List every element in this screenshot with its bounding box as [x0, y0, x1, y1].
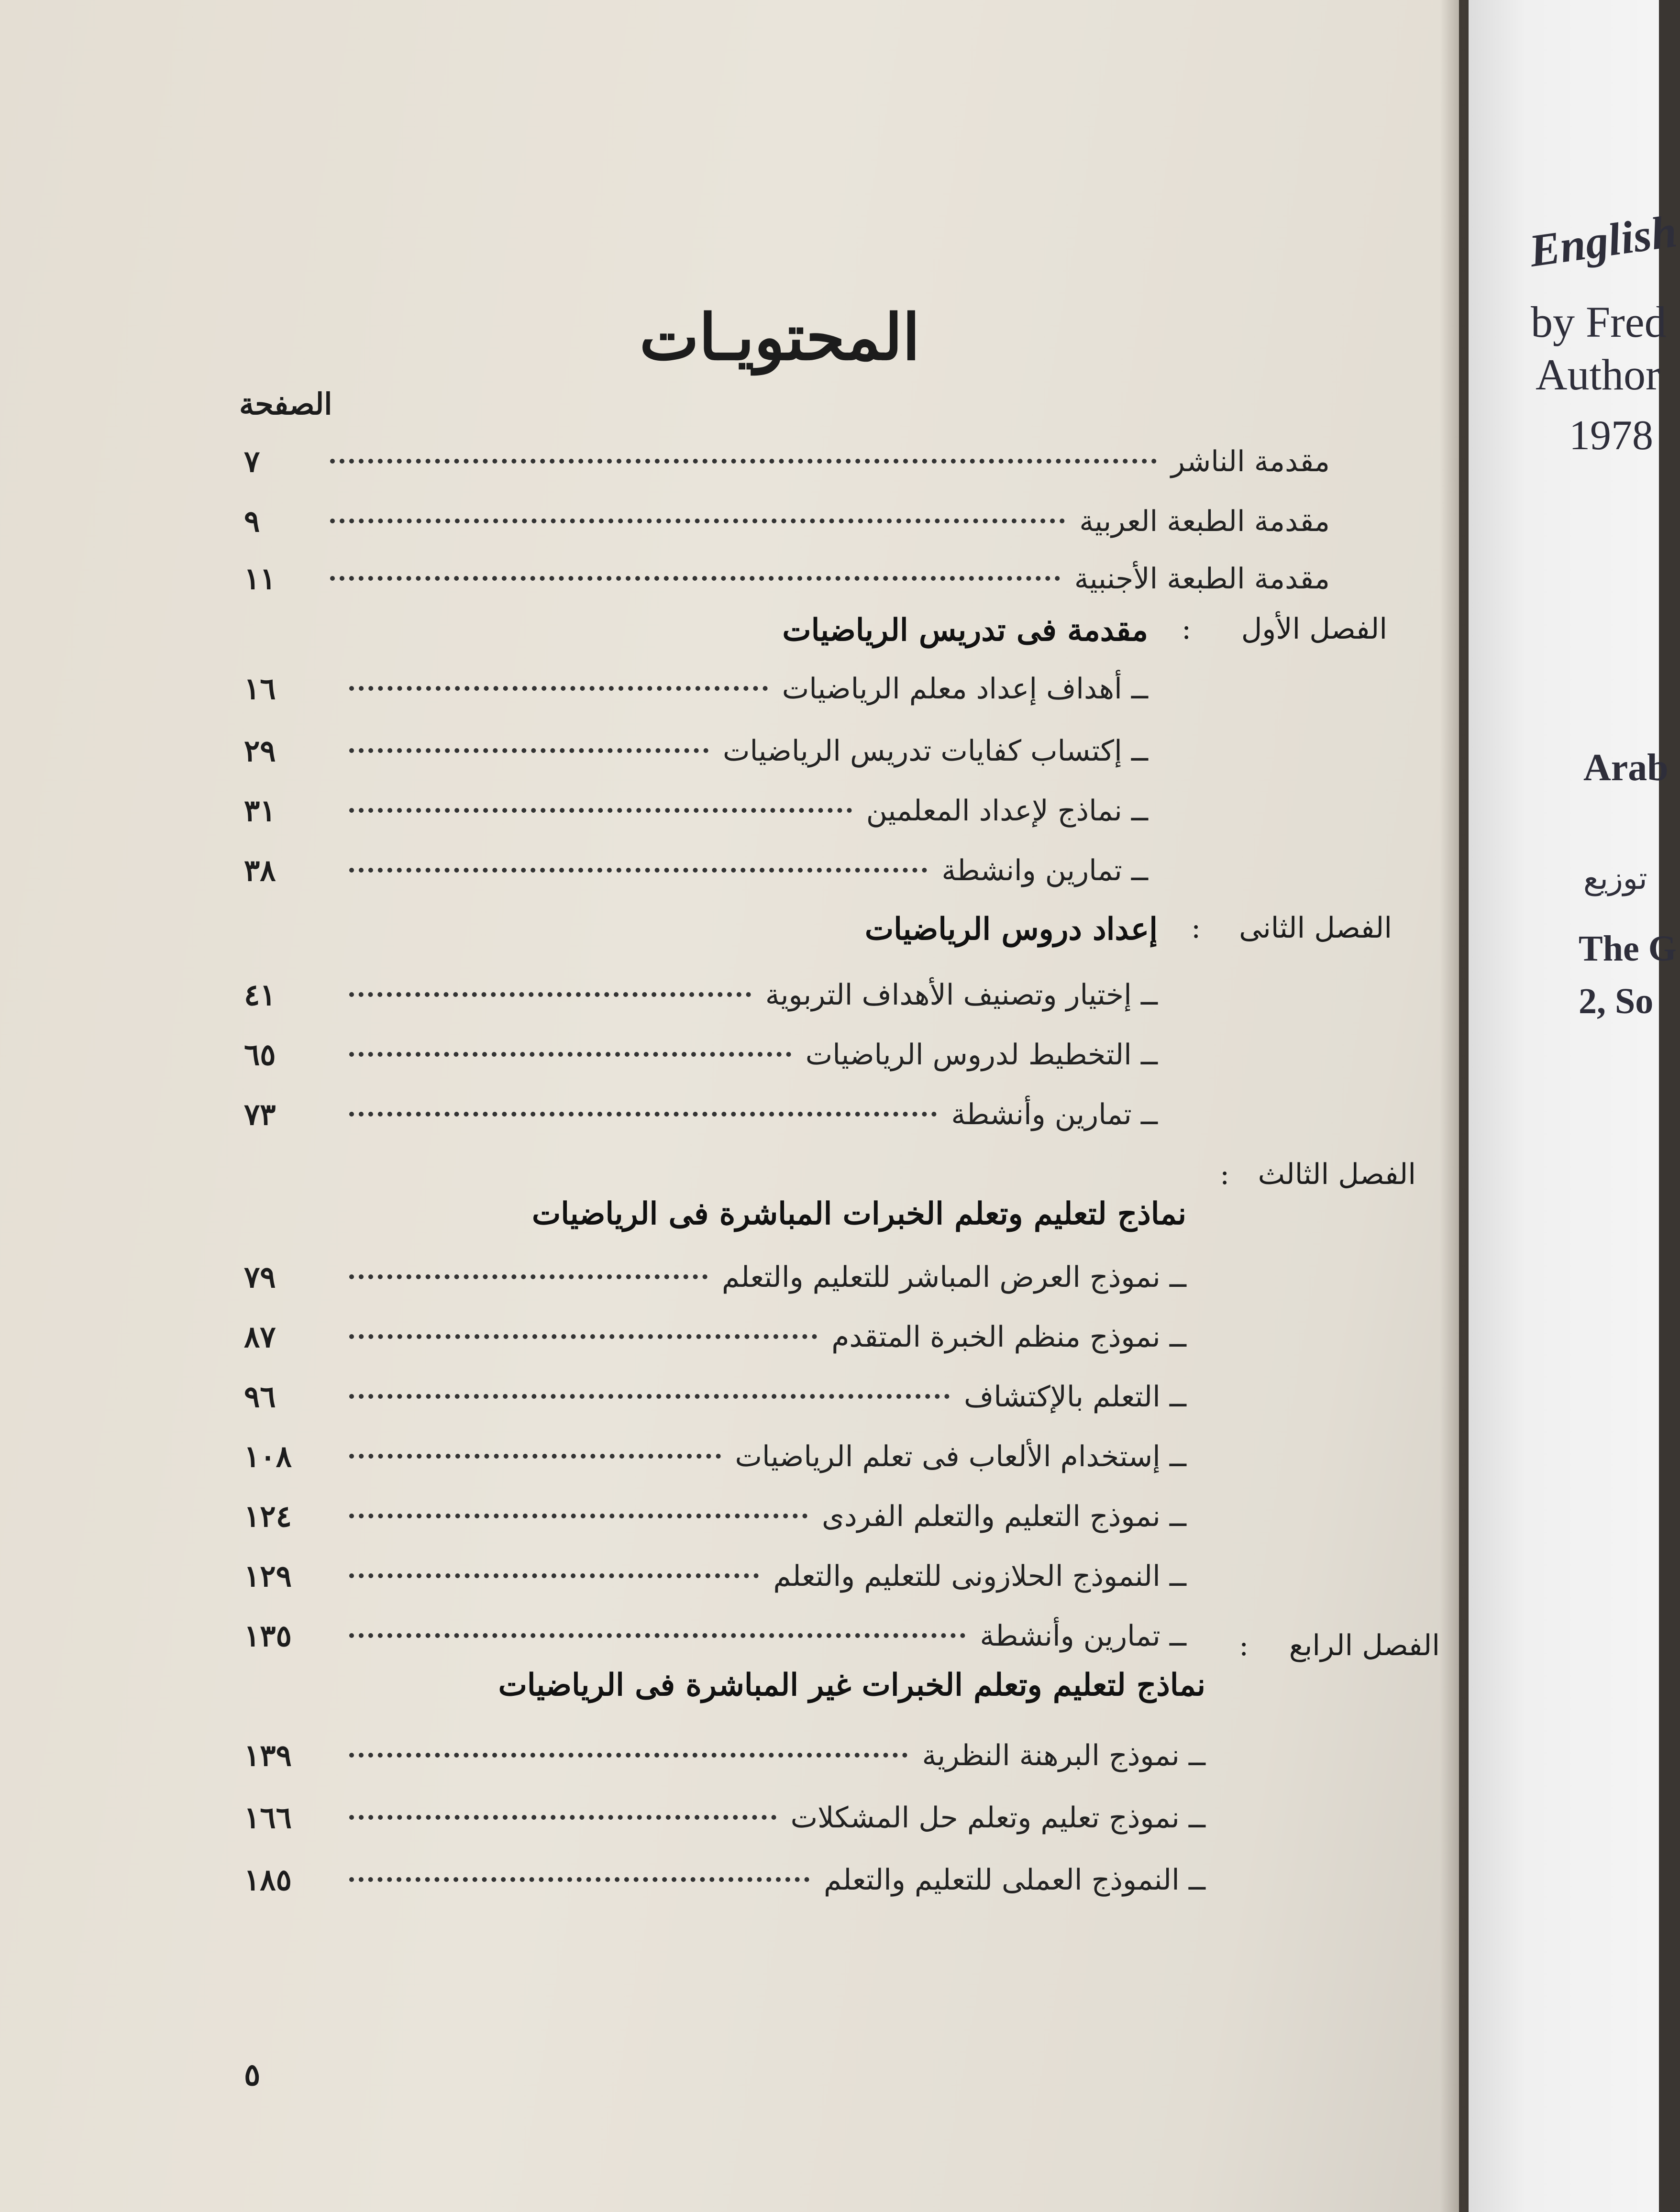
toc-page-number: ١٦٦: [244, 1800, 292, 1835]
toc-entry: [0, 852, 1148, 890]
right-page-text: by Fred: [1531, 298, 1667, 346]
page-title: المحتويـات: [639, 300, 920, 375]
toc-entry-label: ــ أهداف إعداد معلم الرياضيات: [782, 672, 1148, 706]
toc-page-number: ٩٦: [244, 1379, 276, 1414]
toc-entry-label: ــ نموذج التعليم والتعلم الفردى: [821, 1500, 1186, 1533]
toc-entry-label: ــ النموذج العملى للتعليم والتعلم: [824, 1863, 1205, 1897]
dotted-leader: [349, 1815, 776, 1820]
dotted-leader: [349, 748, 708, 753]
toc-page-number: ٤١: [244, 977, 276, 1012]
toc-entry-label: ــ تمارين وانشطة: [941, 854, 1148, 887]
toc-entry: [0, 1438, 1186, 1476]
dotted-leader: [349, 1454, 721, 1459]
dotted-leader: [330, 459, 1157, 464]
right-page-text: Author: [1536, 350, 1660, 399]
right-page: [1469, 0, 1680, 2212]
toc-entry-label: ــ نماذج لإعداد المعلمين: [866, 794, 1148, 828]
dotted-leader: [349, 1514, 807, 1518]
toc-entry: [0, 1258, 1186, 1296]
toc-entry-label: مقدمة الطبعة الأجنبية: [1074, 562, 1330, 596]
toc-entry: [0, 442, 1330, 481]
toc-entry: [0, 1036, 1158, 1074]
toc-entry: [0, 1095, 1158, 1134]
toc-entry: [0, 1861, 1205, 1899]
chapter-title: إعداد دروس الرياضيات: [864, 911, 1158, 947]
toc-entry: [0, 792, 1148, 830]
dotted-leader: [349, 1573, 759, 1578]
toc-page-number: ٧٩: [244, 1260, 276, 1294]
chapter-separator: :: [1220, 1158, 1230, 1191]
toc-entry: [0, 502, 1330, 541]
dotted-leader: [349, 1394, 950, 1399]
toc-page-number: ١٠٨: [244, 1439, 292, 1474]
toc-entry: [0, 1318, 1186, 1356]
toc-page-number: ٨٧: [244, 1319, 276, 1354]
dotted-leader: [349, 868, 927, 873]
toc-entry-label: ــ نموذج تعليم وتعلم حل المشكلات: [790, 1801, 1205, 1835]
toc-page-number: ٦٥: [244, 1037, 276, 1072]
toc-entry-label: ــ نموذج العرض المباشر للتعليم والتعلم: [721, 1261, 1186, 1294]
toc-page-number: ٢٩: [244, 733, 276, 768]
toc-page-number: ٧: [244, 444, 260, 479]
dotted-leader: [349, 1274, 707, 1279]
dotted-leader: [349, 1753, 907, 1758]
toc-page-number: ٣٨: [244, 853, 276, 888]
chapter-separator: :: [1191, 911, 1201, 945]
toc-page-number: ١٦: [244, 671, 276, 706]
toc-page-number: ١٣٥: [244, 1618, 292, 1653]
chapter-label: الفصل الثانى: [1239, 911, 1392, 945]
toc-entry-label: ــ تمارين وأنشطة: [951, 1098, 1158, 1131]
toc-page-number: ١١: [244, 561, 276, 596]
chapter-separator: :: [1239, 1629, 1249, 1662]
toc-page-number: ١٨٥: [244, 1862, 292, 1897]
right-page-text: 1978: [1569, 412, 1653, 459]
toc-page-number: ٩: [244, 504, 260, 539]
right-page-text: Arab: [1583, 747, 1669, 789]
toc-entry-label: ــ نموذج منظم الخبرة المتقدم: [831, 1320, 1186, 1354]
toc-page-number: ١٢٤: [244, 1499, 292, 1534]
dotted-leader: [349, 808, 852, 813]
toc-entry-label: مقدمة الطبعة العربية: [1079, 505, 1330, 538]
chapter-title: نماذج لتعليم وتعلم الخبرات المباشرة فى الرياضيات: [531, 1196, 1186, 1232]
dotted-leader: [349, 992, 751, 997]
toc-entry: [0, 670, 1148, 708]
dotted-leader: [349, 1052, 791, 1057]
chapter-label: الفصل الرابع: [1289, 1629, 1440, 1662]
toc-entry: [0, 1497, 1186, 1536]
toc-entry-label: ــ إستخدام الألعاب فى تعلم الرياضيات: [735, 1440, 1186, 1473]
dotted-leader: [349, 1334, 817, 1339]
toc-entry: [0, 1736, 1205, 1775]
toc-entry-label: ــ إكتساب كفايات تدريس الرياضيات: [723, 734, 1148, 768]
toc-entry-label: ــ إختيار وتصنيف الأهداف التربوية: [765, 978, 1158, 1012]
toc-page-number: ٣١: [244, 793, 276, 828]
toc-entry-label: ــ نموذج البرهنة النظرية: [922, 1739, 1205, 1772]
dotted-leader: [349, 1112, 937, 1117]
toc-entry-label: مقدمة الناشر: [1171, 445, 1330, 478]
toc-entry-label: ــ التخطيط لدروس الرياضيات: [805, 1038, 1158, 1072]
chapter-separator: :: [1182, 612, 1192, 646]
right-page-text: English: [1526, 205, 1680, 276]
toc-page-number: ١٣٩: [244, 1738, 292, 1773]
toc-entry: [0, 1378, 1186, 1416]
toc-entry: [0, 1799, 1205, 1837]
show-through-line: [502, 96, 1315, 108]
toc-entry-label: ــ التعلم بالإكتشاف: [964, 1380, 1186, 1414]
dotted-leader: [349, 1633, 965, 1638]
toc-entry: [0, 560, 1330, 598]
page-column-header: الصفحة: [239, 387, 332, 421]
toc-entry: [0, 1557, 1186, 1595]
toc-entry: [0, 1617, 1186, 1655]
chapter-label: الفصل الثالث: [1258, 1158, 1416, 1191]
dotted-leader: [349, 1877, 809, 1882]
toc-page-number: ٧٣: [244, 1097, 276, 1132]
toc-entry-label: ــ تمارين وأنشطة: [980, 1619, 1186, 1653]
toc-entry: [0, 976, 1158, 1014]
footer-page-number: ٥: [244, 2057, 261, 2093]
toc-page-number: ١٢٩: [244, 1559, 292, 1593]
toc-entry: [0, 732, 1148, 770]
chapter-title: مقدمة فى تدريس الرياضيات: [782, 612, 1148, 648]
right-page-text: توزيع: [1583, 861, 1647, 896]
dotted-leader: [330, 576, 1060, 581]
right-page-text: The G: [1579, 929, 1677, 969]
dotted-leader: [330, 519, 1065, 523]
chapter-title: نماذج لتعليم وتعلم الخبرات غير المباشرة فى الرياضيات: [498, 1667, 1205, 1703]
right-page-text: 2, So: [1579, 981, 1654, 1021]
chapter-label: الفصل الأول: [1241, 612, 1387, 646]
dotted-leader: [349, 686, 768, 691]
toc-entry-label: ــ النموذج الحلازونى للتعليم والتعلم: [773, 1559, 1186, 1593]
